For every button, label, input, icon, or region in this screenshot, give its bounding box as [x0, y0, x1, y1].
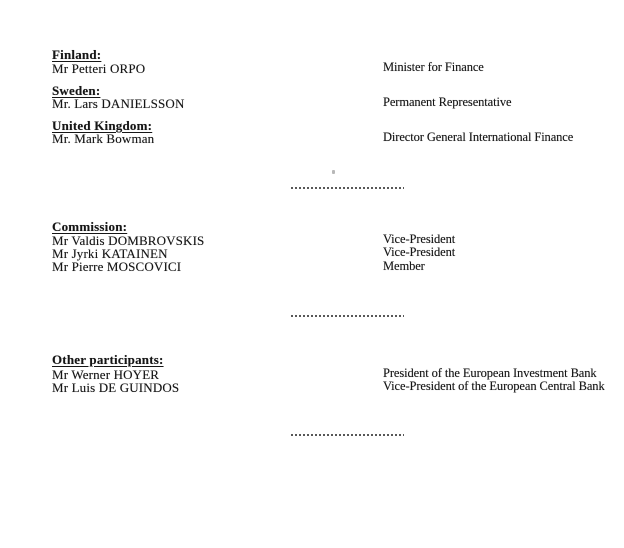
delegate-title: Member: [383, 259, 425, 273]
section-heading-other-participants: Other participants:: [52, 352, 164, 367]
country-heading-sweden: Sweden:: [52, 83, 101, 98]
delegate-name: Mr Petteri ORPO: [52, 61, 146, 76]
delegate-title: Minister for Finance: [383, 60, 484, 74]
separator-line: [291, 187, 404, 189]
delegate-title: Vice-President of the European Central Bank: [383, 379, 605, 393]
country-heading-finland: Finland:: [52, 47, 102, 62]
delegate-title: Director General International Finance: [383, 130, 574, 144]
delegate-name: Mr Valdis DOMBROVSKIS: [52, 233, 205, 248]
delegate-title: Vice-President: [383, 232, 456, 246]
delegate-title: President of the European Investment Bank: [383, 366, 597, 380]
delegate-name: Mr Pierre MOSCOVICI: [52, 259, 182, 274]
separator-line: [291, 315, 404, 317]
separator-line: [291, 434, 404, 436]
delegate-title: Permanent Representative: [383, 95, 512, 109]
delegate-name: Mr Jyrki KATAINEN: [52, 246, 168, 261]
delegate-name: Mr. Mark Bowman: [52, 131, 155, 146]
section-heading-commission: Commission:: [52, 219, 128, 234]
delegate-name: Mr Werner HOYER: [52, 367, 160, 382]
delegate-name: Mr Luis DE GUINDOS: [52, 380, 180, 395]
delegate-name: Mr. Lars DANIELSSON: [52, 96, 185, 111]
country-heading-united-kingdom: United Kingdom:: [52, 118, 153, 133]
scan-speck-mark: [332, 170, 335, 174]
delegate-title: Vice-President: [383, 245, 456, 259]
